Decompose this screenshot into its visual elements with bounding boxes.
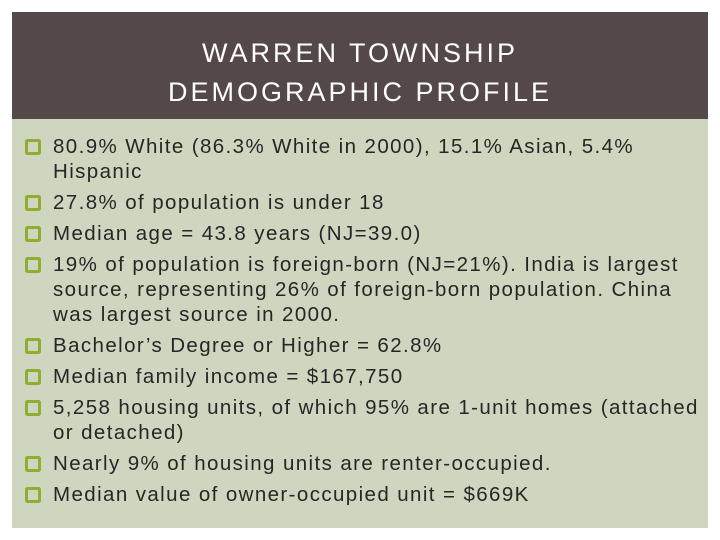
checkbox-square-icon [25, 338, 41, 354]
checkbox-square-icon [25, 226, 41, 242]
bullet-text: Median age = 43.8 years (NJ=39.0) [53, 222, 422, 245]
slide [12, 12, 708, 528]
checkbox-square-icon [25, 195, 41, 211]
bullet-text: 5,258 housing units, of which 95% are 1-unit homes (attached or detached) [53, 396, 699, 444]
bullet-item [24, 395, 704, 445]
bullet-item [24, 134, 704, 184]
checkbox-square-icon [25, 257, 41, 273]
slide-title-line-2: DEMOGRAPHIC PROFILE [167, 77, 553, 107]
bullet-item [24, 364, 704, 389]
bullet-text: Median value of owner-occupied unit = $669K [53, 483, 530, 506]
title-band [12, 12, 708, 119]
bullet-item [24, 451, 704, 476]
checkbox-square-icon [25, 400, 41, 416]
bullet-text: 80.9% White (86.3% White in 2000), 15.1% Asian, 5.4% Hispanic [53, 135, 635, 183]
bullet-list [24, 134, 704, 513]
bullet-item [24, 252, 704, 327]
bullet-text: Median family income = $167,750 [53, 365, 404, 388]
bullet-item [24, 190, 704, 215]
slide-title-line-1: WARREN TOWNSHIP [201, 38, 518, 68]
bullet-item [24, 333, 704, 358]
bullet-item [24, 482, 704, 507]
bullet-text: 27.8% of population is under 18 [53, 191, 385, 214]
bullet-item [24, 221, 704, 246]
slide-title [12, 34, 708, 112]
checkbox-square-icon [25, 139, 41, 155]
bullet-text: 19% of population is foreign-born (NJ=21%). India is largest source, representing 26% of foreign-born population. China was largest source in 2000. [53, 253, 679, 326]
bullet-text: Nearly 9% of housing units are renter-occupied. [53, 452, 552, 475]
checkbox-square-icon [25, 487, 41, 503]
bullet-text: Bachelor’s Degree or Higher = 62.8% [53, 334, 443, 357]
checkbox-square-icon [25, 456, 41, 472]
checkbox-square-icon [25, 369, 41, 385]
